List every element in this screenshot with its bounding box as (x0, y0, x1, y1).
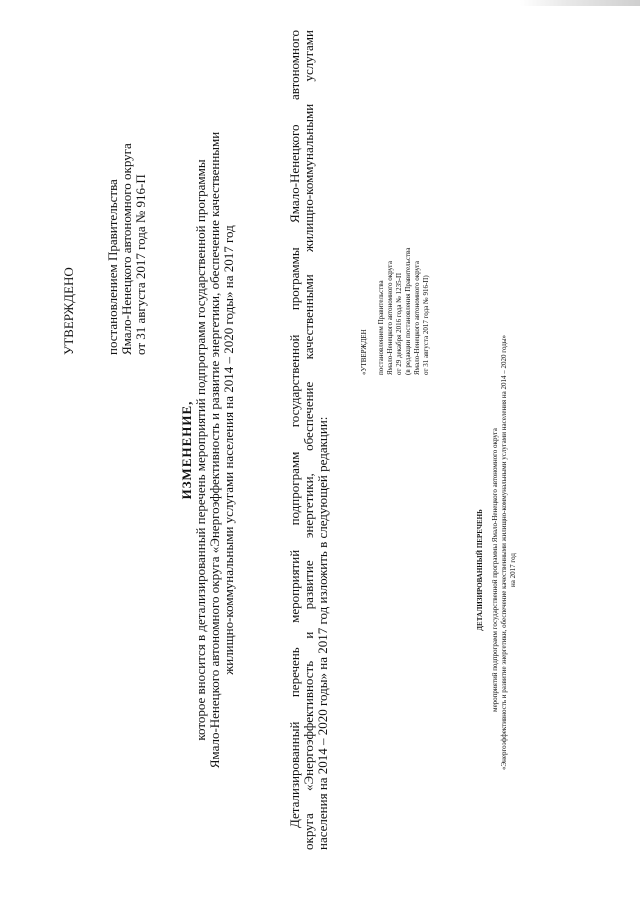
inner-title-line: мероприятий подпрограмм государственной программы Ямало-Ненецкого автономного округа (491, 428, 499, 712)
approval-line: постановлением Правительства (105, 179, 120, 355)
inner-approval-line: от 29 декабря 2016 года № 1235-П (395, 272, 403, 375)
body-line: округа «Энергоэффективность и развитие энергетики, обеспечение качественными жилищно-коммунальными услугами (301, 30, 316, 850)
inner-approval-heading: «УТВЕРЖДЕН (360, 329, 368, 375)
approval-heading: УТВЕРЖДЕНО (61, 267, 76, 355)
inner-title-heading: ДЕТАЛИЗИРОВАННЫЙ ПЕРЕЧЕНЬ (476, 509, 484, 631)
inner-title-line: «Энергоэффективность и развитие энергетики, обеспечение качественными жилищно-коммунальными услугами населения на 2014 – 2020 годы» (500, 334, 508, 770)
approval-block (62, 55, 148, 355)
body-paragraph (288, 30, 330, 850)
scan-edge-artifact (520, 0, 640, 6)
body-line: Детализированный перечень мероприятий подпрограмм государственной программы Ямало-Ненецкого автономного (287, 30, 302, 828)
inner-approval-block (360, 175, 431, 375)
approval-line: Ямало-Ненецкого автономного округа (119, 143, 134, 355)
inner-title-line: на 2017 год (509, 553, 517, 587)
inner-title-block (476, 334, 518, 770)
title-line: которое вносится в детализированный перечень мероприятий подпрограмм государственной программы (193, 159, 208, 741)
inner-approval-line: (в редакции постановления Правительства (404, 247, 412, 375)
body-line: населения на 2014 – 2020 годы» на 2017 год изложить в следующей редакции: (315, 416, 330, 850)
approval-line: от 31 августа 2017 года № 916-П (133, 174, 148, 355)
inner-approval-line: от 31 августа 2017 года № 916-П) (422, 275, 430, 375)
title-block (180, 60, 236, 840)
title-line: жилищно-коммунальными услугами населения на 2014 – 2020 годы» на 2017 год (221, 225, 236, 675)
inner-approval-line: Ямало-Ненецкого автономного округа (413, 260, 421, 375)
inner-approval-line: постановлением Правительства (377, 280, 385, 375)
title-heading: ИЗМЕНЕНИЕ, (179, 400, 194, 500)
inner-approval-line: Ямало-Ненецкого автономного округа (386, 260, 394, 375)
title-line: Ямало-Ненецкого автономного округа «Энергоэффективность и развитие энергетики, обеспечение качественными (207, 131, 222, 769)
